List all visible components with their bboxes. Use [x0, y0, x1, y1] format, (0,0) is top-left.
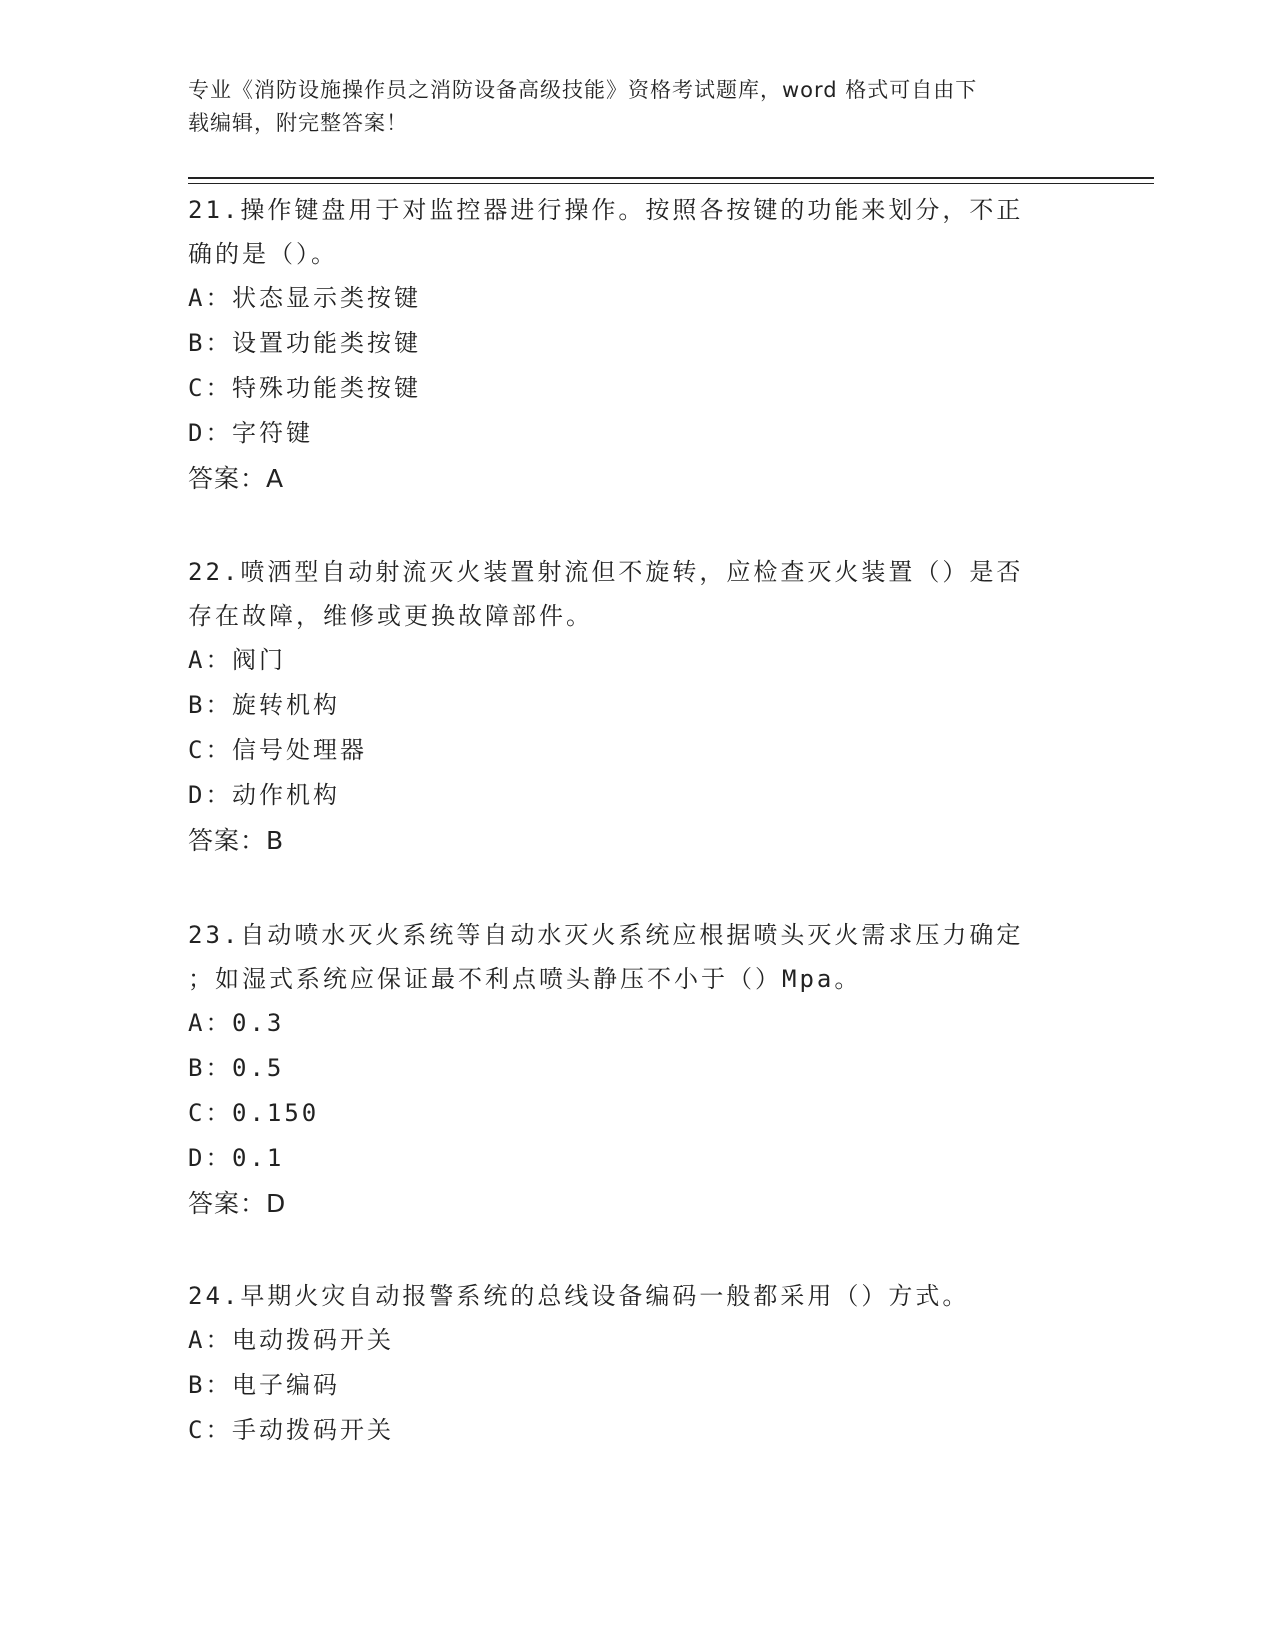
question-line-2: 确的是（）。 — [188, 240, 338, 268]
option-b — [188, 1363, 1088, 1408]
option-d — [188, 1136, 1088, 1181]
option-key: C： — [188, 1416, 233, 1444]
question-text — [188, 188, 1068, 276]
option-text: 电子编码 — [232, 1371, 340, 1399]
option-text: 手动拨码开关 — [232, 1416, 394, 1444]
question-23 — [188, 913, 1088, 1227]
option-c — [188, 728, 1088, 773]
question-21 — [188, 188, 1088, 502]
option-c — [188, 366, 1088, 411]
question-number: 24. — [188, 1282, 241, 1310]
option-c — [188, 1091, 1088, 1136]
option-b — [188, 321, 1088, 366]
option-text: 特殊功能类按键 — [232, 374, 421, 402]
option-key: C： — [188, 736, 233, 764]
option-text: 0.150 — [232, 1099, 320, 1127]
document-header — [188, 74, 1068, 140]
option-key: B： — [188, 329, 233, 357]
question-22 — [188, 550, 1088, 864]
option-key: C： — [188, 374, 233, 402]
option-key: A： — [188, 1009, 233, 1037]
option-b — [188, 1046, 1088, 1091]
question-line-2: ；如湿式系统应保证最不利点喷头静压不小于（）Mpa。 — [188, 965, 862, 993]
question-line-1: 喷洒型自动射流灭火装置射流但不旋转，应检查灭火装置（）是否 — [240, 558, 1024, 586]
question-number: 22. — [188, 558, 241, 586]
option-text: 字符键 — [232, 419, 313, 447]
option-d — [188, 773, 1088, 818]
option-c — [188, 1408, 1088, 1453]
option-a — [188, 1001, 1088, 1046]
question-line-1: 自动喷水灭火系统等自动水灭火系统应根据喷头灭火需求压力确定 — [240, 921, 1024, 949]
question-line-2: 存在故障，维修或更换故障部件。 — [188, 602, 593, 630]
question-line-1: 操作键盘用于对监控器进行操作。按照各按键的功能来划分，不正 — [240, 196, 1024, 224]
option-key: A： — [188, 1326, 233, 1354]
option-text: 设置功能类按键 — [232, 329, 421, 357]
question-text — [188, 550, 1068, 638]
option-text: 状态显示类按键 — [232, 284, 421, 312]
option-a — [188, 1318, 1088, 1363]
option-text: 0.3 — [232, 1009, 285, 1037]
option-key: D： — [188, 419, 233, 447]
option-text: 旋转机构 — [232, 691, 340, 719]
question-24 — [188, 1274, 1088, 1453]
option-key: A： — [188, 284, 233, 312]
option-b — [188, 683, 1088, 728]
question-line-1: 早期火灾自动报警系统的总线设备编码一般都采用（）方式。 — [240, 1282, 970, 1310]
option-key: A： — [188, 646, 233, 674]
option-key: B： — [188, 1054, 233, 1082]
option-key: D： — [188, 781, 233, 809]
answer-line: 答案：B — [188, 826, 285, 855]
question-text — [188, 1274, 1068, 1318]
option-key: B： — [188, 691, 233, 719]
option-text: 0.5 — [232, 1054, 285, 1082]
option-d — [188, 411, 1088, 456]
question-number: 21. — [188, 196, 241, 224]
option-key: C： — [188, 1099, 233, 1127]
header-divider-thick — [188, 177, 1154, 179]
option-a — [188, 638, 1088, 683]
question-number: 23. — [188, 921, 241, 949]
answer-line: 答案：D — [188, 1189, 287, 1218]
header-line-1: 专业《消防设施操作员之消防设备高级技能》资格考试题库，word 格式可自由下 — [188, 78, 978, 102]
option-key: B： — [188, 1371, 233, 1399]
question-text — [188, 913, 1068, 1001]
answer-line: 答案：A — [188, 464, 285, 493]
option-text: 阀门 — [232, 646, 286, 674]
option-key: D： — [188, 1144, 233, 1172]
header-divider-thin — [188, 183, 1154, 184]
option-text: 信号处理器 — [232, 736, 367, 764]
header-line-2: 载编辑，附完整答案！ — [188, 111, 408, 135]
option-text: 0.1 — [232, 1144, 285, 1172]
option-a — [188, 276, 1088, 321]
option-text: 电动拨码开关 — [232, 1326, 394, 1354]
option-text: 动作机构 — [232, 781, 340, 809]
